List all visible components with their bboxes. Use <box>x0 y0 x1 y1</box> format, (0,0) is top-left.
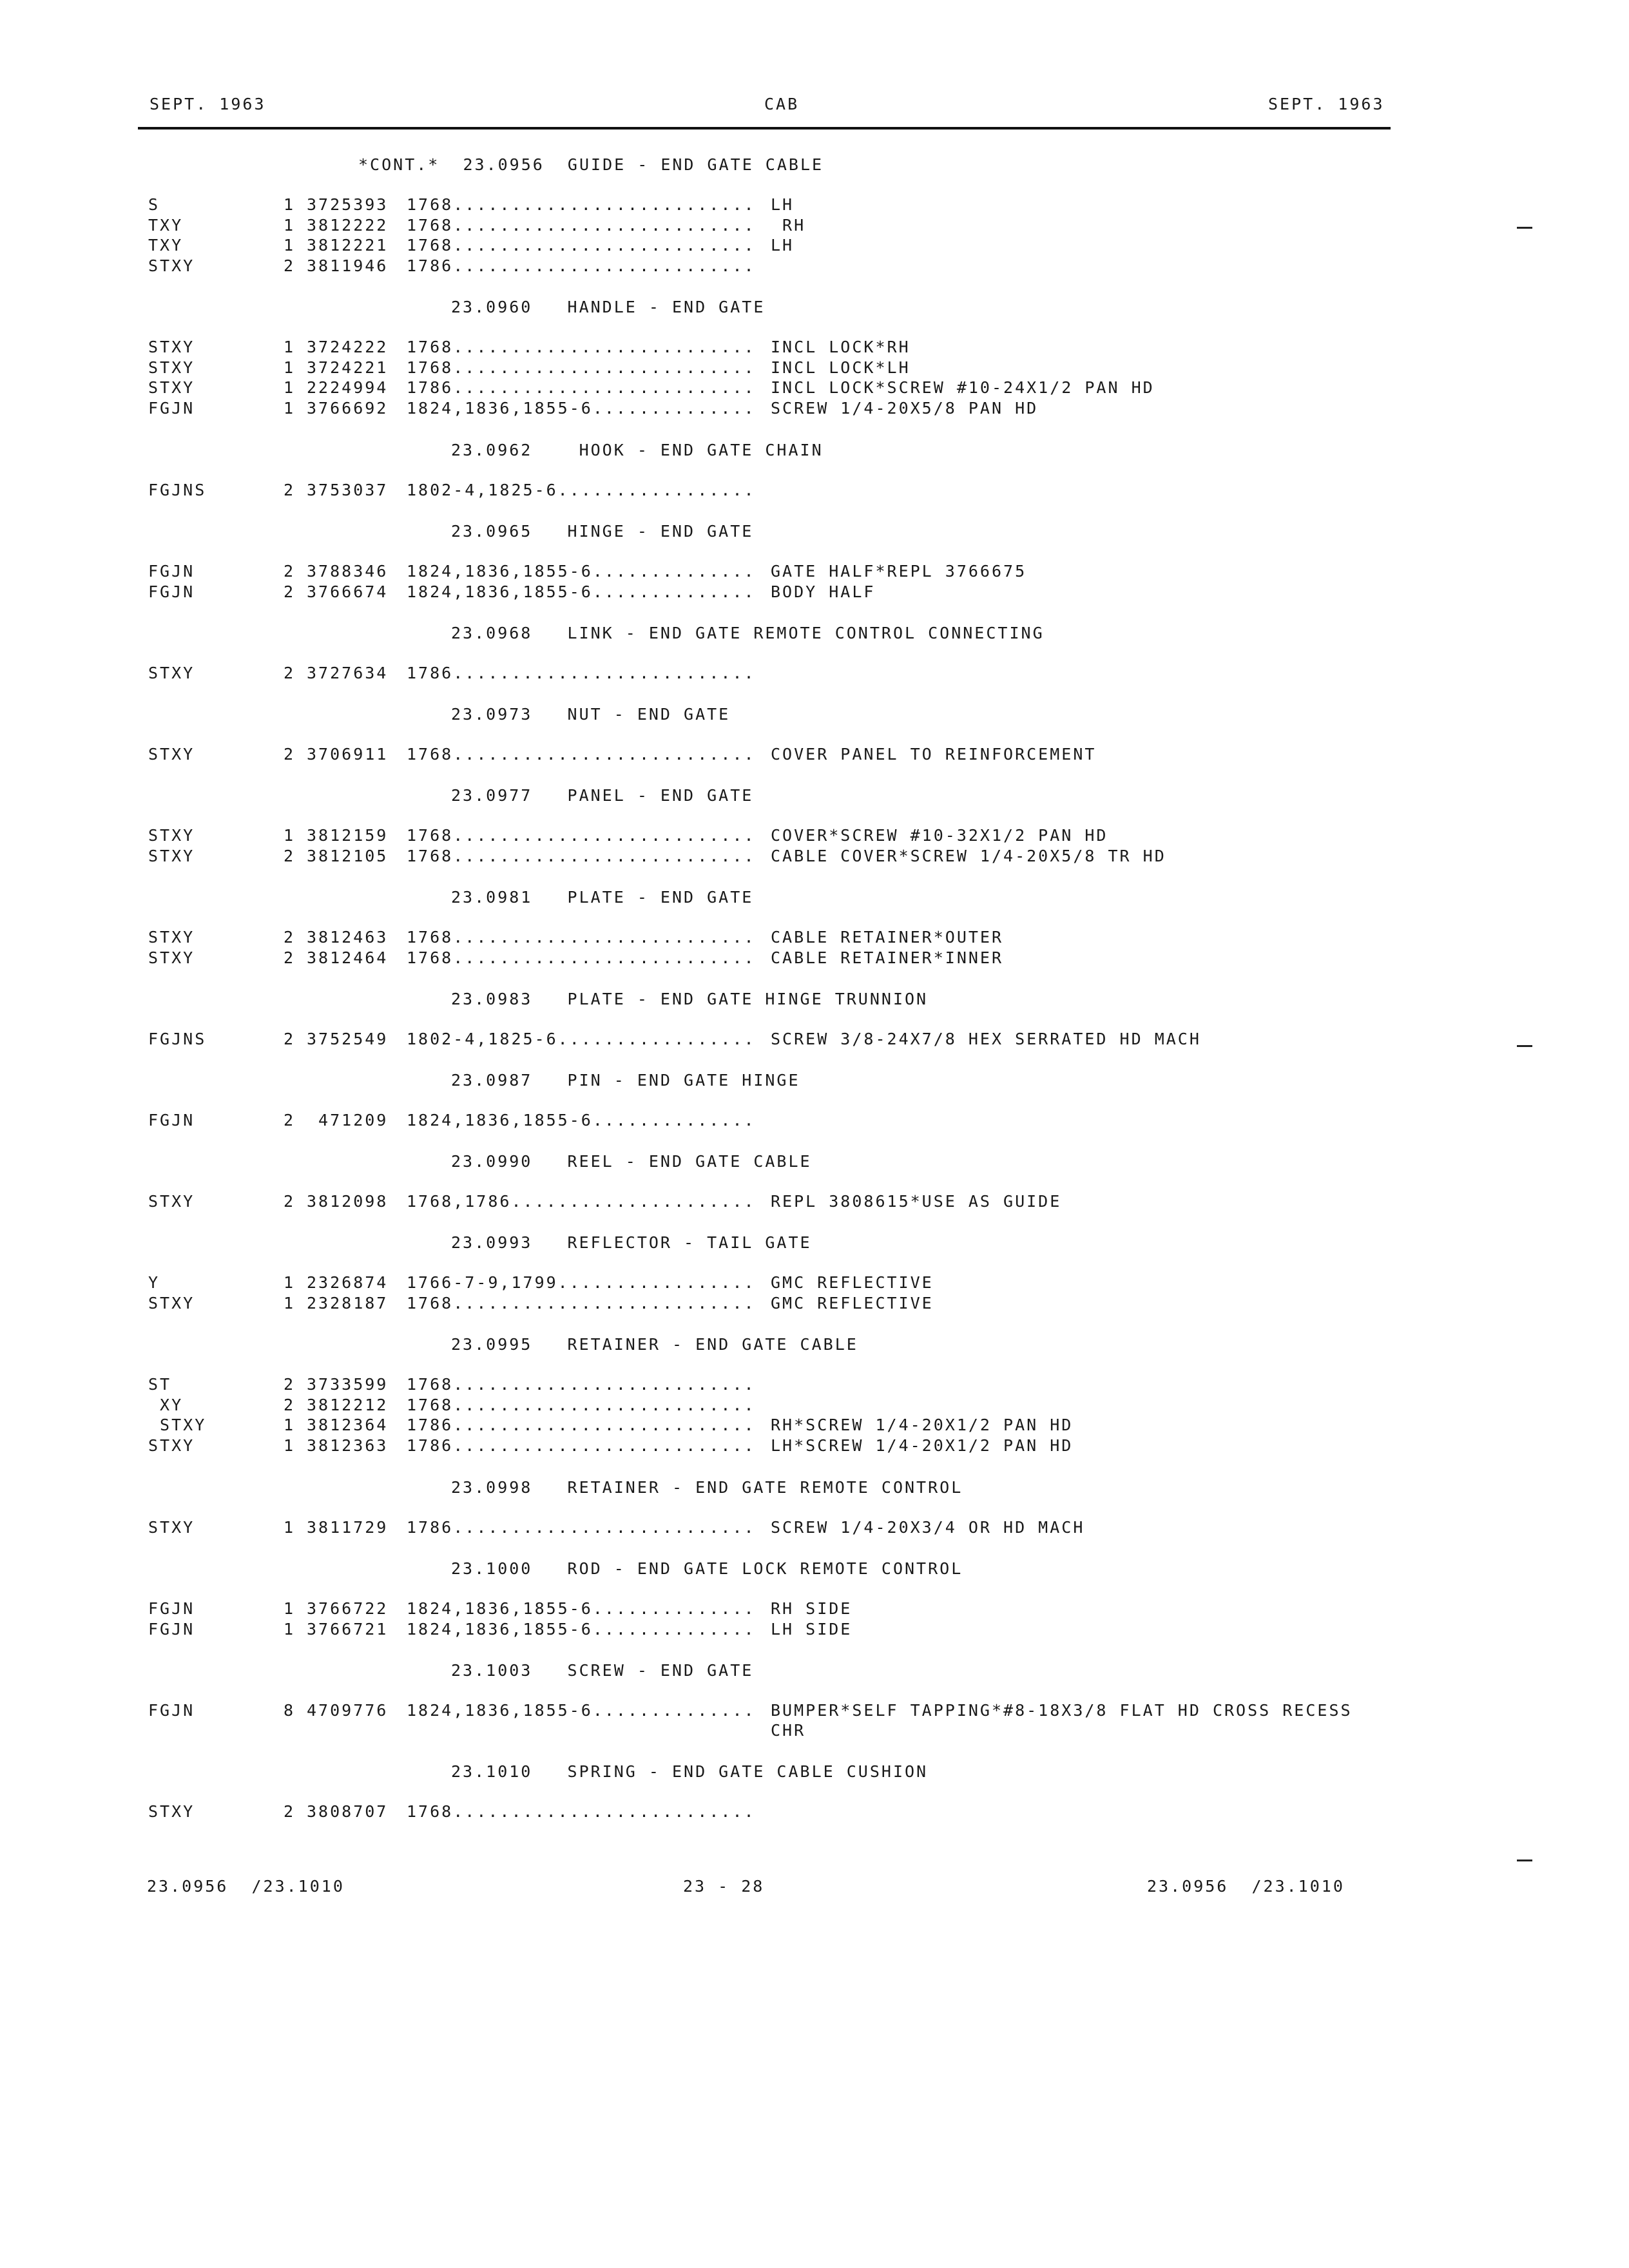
section-title: 23.0962 HOOK - END GATE CHAIN <box>451 441 824 459</box>
leader-dots: .............. <box>592 398 756 418</box>
quantity: 1 <box>284 1416 296 1434</box>
table-row <box>0 1619 1629 1639</box>
margin-tick-mark <box>1517 1045 1532 1047</box>
model-code: STXY <box>148 948 195 967</box>
section-title: 23.0965 HINGE - END GATE <box>451 522 754 541</box>
quantity: 1 <box>284 358 296 377</box>
leader-dots: .......................... <box>453 1802 756 1821</box>
model-list-text: 1768 <box>407 745 454 764</box>
table-row <box>0 561 1629 581</box>
part-number: 3788346 <box>307 562 389 581</box>
model-list-text: 1824,1836,1855-6 <box>407 1701 593 1720</box>
model-list <box>407 1029 756 1049</box>
part-number: 2224994 <box>307 378 389 397</box>
model-list-text: 1786 <box>407 1436 454 1455</box>
model-code: FGJN <box>148 398 195 418</box>
quantity: 2 <box>284 664 296 682</box>
part-number: 471209 <box>307 1111 389 1129</box>
model-list-text: 1802-4,1825-6 <box>407 1030 558 1048</box>
table-row <box>0 378 1629 398</box>
table-row <box>0 235 1629 255</box>
model-list-text: 1824,1836,1855-6 <box>407 1599 593 1618</box>
leader-dots: .......................... <box>453 846 756 865</box>
model-list-text: 1766-7-9,1799 <box>407 1273 558 1292</box>
model-list <box>407 1802 756 1821</box>
part-number: 3812212 <box>307 1395 389 1414</box>
model-list-text: 1768 <box>407 195 454 214</box>
quantity: 1 <box>284 1599 296 1618</box>
quantity: 2 <box>284 928 296 947</box>
section-title: 23.1000 ROD - END GATE LOCK REMOTE CONTROL <box>451 1559 963 1578</box>
leader-dots: .............. <box>592 1111 756 1129</box>
model-code: FGJN <box>148 562 195 581</box>
description: GMC REFLECTIVE <box>771 1293 934 1312</box>
header-date-right: SEPT. 1963 <box>1268 95 1385 113</box>
model-code: STXY <box>148 826 195 845</box>
leader-dots: .......................... <box>453 1416 756 1434</box>
model-list-text: 1824,1836,1855-6 <box>407 1619 593 1639</box>
part-number: 3812105 <box>307 846 389 865</box>
description: RH SIDE <box>771 1599 853 1618</box>
model-list <box>407 1517 756 1537</box>
table-row <box>0 1110 1629 1130</box>
model-code: S <box>148 195 160 214</box>
model-list-text: 1786 <box>407 1416 454 1434</box>
table-row <box>0 1436 1629 1456</box>
model-list <box>407 582 756 602</box>
model-code: FGJNS <box>148 481 207 499</box>
description: SCREW 1/4-20X5/8 PAN HD <box>771 398 1039 418</box>
quantity: 2 <box>284 1030 296 1048</box>
leader-dots: .......................... <box>453 378 756 397</box>
model-list-text: 1768,1786 <box>407 1192 512 1211</box>
model-list <box>407 337 756 357</box>
model-list-text: 1768 <box>407 948 454 967</box>
part-number: 3766722 <box>307 1599 389 1618</box>
table-row <box>0 744 1629 764</box>
model-list-text: 1802-4,1825-6 <box>407 481 558 499</box>
description: INCL LOCK*LH <box>771 358 911 377</box>
model-list-text: 1768 <box>407 1375 454 1394</box>
description: LH SIDE <box>771 1619 853 1639</box>
quantity: 2 <box>284 1395 296 1414</box>
model-code: TXY <box>148 215 184 235</box>
model-code: STXY <box>148 1192 195 1211</box>
model-list-text: 1768 <box>407 1395 454 1414</box>
part-number: 3811729 <box>307 1518 389 1537</box>
description: REPL 3808615*USE AS GUIDE <box>771 1192 1062 1211</box>
description: INCL LOCK*SCREW #10-24X1/2 PAN HD <box>771 378 1155 397</box>
model-list-text: 1768 <box>407 1293 454 1312</box>
leader-dots: .......................... <box>453 358 756 377</box>
model-code: ST <box>148 1375 172 1394</box>
quantity: 2 <box>284 846 296 865</box>
model-list <box>407 1395 756 1415</box>
quantity: 2 <box>284 1802 296 1821</box>
quantity: 2 <box>284 745 296 764</box>
part-number: 3812222 <box>307 215 389 235</box>
header-rule <box>138 127 1391 130</box>
model-code: STXY <box>148 846 195 865</box>
model-list <box>407 1700 756 1720</box>
section-title: 23.0977 PANEL - END GATE <box>451 786 754 805</box>
model-list <box>407 1599 756 1619</box>
leader-dots: .......................... <box>453 236 756 255</box>
model-code: FGJN <box>148 1111 195 1129</box>
description: LH <box>771 236 795 255</box>
model-list <box>407 846 756 866</box>
table-row <box>0 825 1629 845</box>
quantity: 1 <box>284 1273 296 1292</box>
section-title: 23.0983 PLATE - END GATE HINGE TRUNNION <box>451 990 929 1008</box>
table-row <box>0 582 1629 602</box>
leader-dots: .............. <box>592 1599 756 1618</box>
leader-dots: ................. <box>557 1030 756 1048</box>
description: GMC REFLECTIVE <box>771 1273 934 1292</box>
quantity: 1 <box>284 195 296 214</box>
header-section-title: CAB <box>764 95 800 113</box>
part-number: 3766721 <box>307 1619 389 1639</box>
part-number: 3733599 <box>307 1375 389 1394</box>
leader-dots: .......................... <box>453 745 756 764</box>
model-list <box>407 825 756 845</box>
table-row <box>0 1700 1629 1720</box>
section-title: 23.0990 REEL - END GATE CABLE <box>451 1152 812 1171</box>
table-row <box>0 1374 1629 1394</box>
model-list <box>407 480 756 500</box>
part-number: 3706911 <box>307 745 389 764</box>
leader-dots: .......................... <box>453 195 756 214</box>
model-list-text: 1768 <box>407 338 454 356</box>
part-number: 3727634 <box>307 664 389 682</box>
model-list <box>407 948 756 968</box>
part-number: 3752549 <box>307 1030 389 1048</box>
model-list-text: 1768 <box>407 928 454 947</box>
quantity: 2 <box>284 256 296 275</box>
table-row <box>0 358 1629 378</box>
part-number: 3812464 <box>307 948 389 967</box>
leader-dots: ................. <box>557 1273 756 1292</box>
model-list <box>407 1191 756 1211</box>
section-title: 23.0987 PIN - END GATE HINGE <box>451 1071 800 1090</box>
model-code: STXY <box>148 664 195 682</box>
leader-dots: .......................... <box>453 256 756 275</box>
model-list <box>407 378 756 398</box>
model-list <box>407 256 756 276</box>
quantity: 1 <box>284 236 296 255</box>
section-title: *CONT.* 23.0956 GUIDE - END GATE CABLE <box>358 155 824 174</box>
table-row <box>0 1029 1629 1049</box>
model-code: FGJNS <box>148 1030 207 1048</box>
table-row <box>0 256 1629 276</box>
quantity: 2 <box>284 582 296 601</box>
quantity: 2 <box>284 1111 296 1129</box>
section-title: 23.0995 RETAINER - END GATE CABLE <box>451 1335 858 1354</box>
model-code: TXY <box>148 236 184 255</box>
part-number: 3812363 <box>307 1436 389 1455</box>
table-row <box>0 337 1629 357</box>
section-title: 23.0973 NUT - END GATE <box>451 705 731 724</box>
part-number: 4709776 <box>307 1701 389 1720</box>
description: SCREW 3/8-24X7/8 HEX SERRATED HD MACH <box>771 1030 1201 1048</box>
table-row <box>0 215 1629 235</box>
description: CABLE RETAINER*INNER <box>771 948 1004 967</box>
quantity: 8 <box>284 1701 296 1720</box>
model-list <box>407 663 756 683</box>
table-row <box>0 1273 1629 1293</box>
description: CABLE COVER*SCREW 1/4-20X5/8 TR HD <box>771 846 1166 865</box>
leader-dots: .......................... <box>453 826 756 845</box>
model-list <box>407 195 756 215</box>
table-row <box>0 1293 1629 1313</box>
model-list-text: 1824,1836,1855-6 <box>407 582 593 601</box>
table-row <box>0 195 1629 215</box>
part-number: 3724221 <box>307 358 389 377</box>
part-number: 3812463 <box>307 928 389 947</box>
quantity: 1 <box>284 1436 296 1455</box>
part-number: 3812221 <box>307 236 389 255</box>
model-code: FGJN <box>148 1701 195 1720</box>
section-title: 23.0998 RETAINER - END GATE REMOTE CONTROL <box>451 1478 963 1497</box>
leader-dots: .......................... <box>453 664 756 682</box>
section-title: 23.0968 LINK - END GATE REMOTE CONTROL CONNECTING <box>451 624 1045 642</box>
model-list-text: 1768 <box>407 215 454 235</box>
leader-dots: ................. <box>557 481 756 499</box>
model-list <box>407 561 756 581</box>
model-list-text: 1786 <box>407 378 454 397</box>
leader-dots: .......................... <box>453 1436 756 1455</box>
part-number: 3724222 <box>307 338 389 356</box>
leader-dots: .............. <box>592 1701 756 1720</box>
quantity: 1 <box>284 826 296 845</box>
model-list <box>407 235 756 255</box>
table-row <box>0 663 1629 683</box>
quantity: 2 <box>284 1192 296 1211</box>
description: BODY HALF <box>771 582 876 601</box>
table-row <box>0 1802 1629 1821</box>
leader-dots: .......................... <box>453 338 756 356</box>
model-code: STXY <box>148 338 195 356</box>
section-title: 23.0993 REFLECTOR - TAIL GATE <box>451 1233 812 1252</box>
section-title: 23.1003 SCREW - END GATE <box>451 1661 754 1680</box>
part-number: 2328187 <box>307 1293 389 1312</box>
quantity: 1 <box>284 338 296 356</box>
model-code: STXY <box>148 1802 195 1821</box>
table-row <box>0 1517 1629 1537</box>
margin-tick-mark <box>1517 227 1532 229</box>
table-row <box>0 1395 1629 1415</box>
leader-dots: .............. <box>592 562 756 581</box>
section-title: 23.0981 PLATE - END GATE <box>451 888 754 907</box>
quantity: 2 <box>284 1375 296 1394</box>
model-code: STXY <box>148 1518 195 1537</box>
model-list <box>407 1273 756 1293</box>
model-list <box>407 1415 756 1435</box>
description: LH*SCREW 1/4-20X1/2 PAN HD <box>771 1436 1074 1455</box>
model-code: STXY <box>148 358 195 377</box>
description: GATE HALF*REPL 3766675 <box>771 562 1027 581</box>
model-list-text: 1768 <box>407 846 454 865</box>
quantity: 2 <box>284 481 296 499</box>
model-code: STXY <box>148 1436 195 1455</box>
description: BUMPER*SELF TAPPING*#8-18X3/8 FLAT HD CROSS RECESS <box>771 1701 1353 1720</box>
description: CABLE RETAINER*OUTER <box>771 928 1004 947</box>
model-list-text: 1768 <box>407 236 454 255</box>
part-number: 3811946 <box>307 256 389 275</box>
model-list-text: 1786 <box>407 1518 454 1537</box>
model-list-text: 1786 <box>407 256 454 275</box>
part-number: 3808707 <box>307 1802 389 1821</box>
leader-dots: .............. <box>592 1619 756 1639</box>
description: INCL LOCK*RH <box>771 338 911 356</box>
leader-dots: ..................... <box>511 1192 756 1211</box>
table-row <box>0 846 1629 866</box>
description: RH <box>771 215 806 235</box>
leader-dots: .......................... <box>453 948 756 967</box>
part-number: 3725393 <box>307 195 389 214</box>
table-row <box>0 1599 1629 1619</box>
table-row <box>0 398 1629 418</box>
model-list <box>407 1110 756 1130</box>
model-list <box>407 927 756 947</box>
model-code: STXY <box>148 928 195 947</box>
part-number: 3753037 <box>307 481 389 499</box>
header-date-left: SEPT. 1963 <box>149 95 266 113</box>
quantity: 1 <box>284 1518 296 1537</box>
model-list <box>407 398 756 418</box>
quantity: 2 <box>284 562 296 581</box>
leader-dots: .......................... <box>453 928 756 947</box>
part-number: 2326874 <box>307 1273 389 1292</box>
model-list-text: 1768 <box>407 1802 454 1821</box>
model-code: FGJN <box>148 1599 195 1618</box>
model-code: STXY <box>148 378 195 397</box>
table-row <box>0 480 1629 500</box>
model-list <box>407 215 756 235</box>
quantity: 1 <box>284 1293 296 1312</box>
part-number: 3812364 <box>307 1416 389 1434</box>
quantity: 1 <box>284 215 296 235</box>
model-code: XY <box>148 1395 184 1414</box>
model-code: STXY <box>148 1416 207 1434</box>
leader-dots: .......................... <box>453 1395 756 1414</box>
model-list <box>407 1293 756 1313</box>
part-number: 3766692 <box>307 398 389 418</box>
table-row <box>0 948 1629 968</box>
model-list-text: 1768 <box>407 826 454 845</box>
quantity: 1 <box>284 378 296 397</box>
leader-dots: .......................... <box>453 1518 756 1537</box>
part-number: 3766674 <box>307 582 389 601</box>
model-code: STXY <box>148 256 195 275</box>
table-row <box>0 1191 1629 1211</box>
table-row <box>0 1415 1629 1435</box>
section-title: 23.0960 HANDLE - END GATE <box>451 298 766 316</box>
part-number: 3812159 <box>307 826 389 845</box>
description: COVER*SCREW #10-32X1/2 PAN HD <box>771 826 1108 845</box>
model-code: STXY <box>148 1293 195 1312</box>
model-list-text: 1786 <box>407 664 454 682</box>
footer-range-left: 23.0956 /23.1010 <box>147 1877 345 1896</box>
model-list <box>407 358 756 378</box>
model-list-text: 1824,1836,1855-6 <box>407 398 593 418</box>
model-list-text: 1768 <box>407 358 454 377</box>
table-row <box>0 927 1629 947</box>
section-title: 23.1010 SPRING - END GATE CABLE CUSHION <box>451 1762 929 1781</box>
model-code: STXY <box>148 745 195 764</box>
leader-dots: .......................... <box>453 1293 756 1312</box>
description: COVER PANEL TO REINFORCEMENT <box>771 745 1097 764</box>
quantity: 1 <box>284 398 296 418</box>
leader-dots: .......................... <box>453 215 756 235</box>
description: RH*SCREW 1/4-20X1/2 PAN HD <box>771 1416 1074 1434</box>
footer-range-right: 23.0956 /23.1010 <box>1147 1877 1345 1896</box>
leader-dots: .............. <box>592 582 756 601</box>
model-code: Y <box>148 1273 160 1292</box>
model-list <box>407 1436 756 1456</box>
part-number: 3812098 <box>307 1192 389 1211</box>
quantity: 2 <box>284 948 296 967</box>
description: SCREW 1/4-20X3/4 OR HD MACH <box>771 1518 1085 1537</box>
model-list <box>407 1374 756 1394</box>
footer-page-number: 23 - 28 <box>683 1877 765 1896</box>
model-code: FGJN <box>148 1619 195 1639</box>
margin-tick-mark <box>1517 1860 1532 1861</box>
model-list-text: 1824,1836,1855-6 <box>407 562 593 581</box>
description-continuation: CHR <box>771 1721 806 1740</box>
description: LH <box>771 195 795 214</box>
model-list-text: 1824,1836,1855-6 <box>407 1111 593 1129</box>
quantity: 1 <box>284 1619 296 1639</box>
model-list <box>407 1619 756 1639</box>
model-code: FGJN <box>148 582 195 601</box>
leader-dots: .......................... <box>453 1375 756 1394</box>
model-list <box>407 744 756 764</box>
